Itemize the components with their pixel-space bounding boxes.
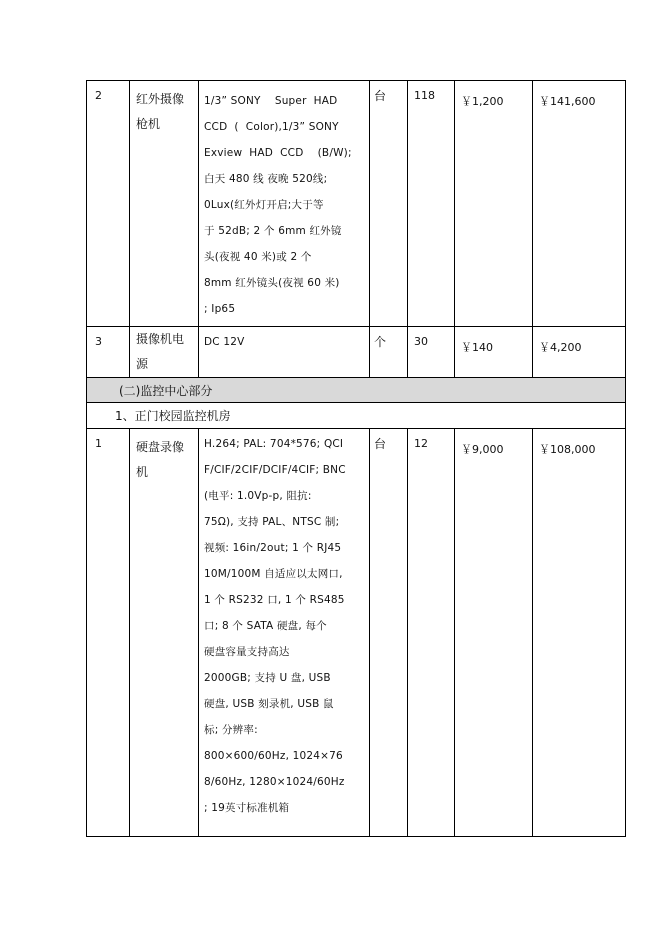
item-name (130, 81, 199, 327)
item-total-price: ￥141,600 (533, 81, 626, 327)
table-row (87, 429, 626, 837)
spec-line: 1/3” SONY Super HAD (204, 95, 338, 107)
subsection-title: 1、正门校园监控机房 (87, 403, 626, 429)
item-unit-price: ￥9,000 (455, 429, 533, 837)
spec-line: 白天 480 线 夜晚 520线; (204, 173, 328, 185)
item-unit: 台 (370, 81, 408, 327)
spec-line: 8/60Hz, 1280×1024/60Hz (204, 776, 345, 788)
item-quantity: 12 (408, 429, 455, 837)
item-name-line: 硬盘录像 (136, 440, 185, 454)
item-total-price: ￥4,200 (533, 327, 626, 378)
item-name (130, 327, 199, 378)
subsection-row (87, 403, 626, 429)
item-quantity: 30 (408, 327, 455, 378)
spec-line: 视频: 16in/2out; 1 个 RJ45 (204, 542, 342, 554)
spec-line: F/CIF/2CIF/DCIF/4CIF; BNC (204, 464, 346, 476)
spec-line: Exview HAD CCD (B/W); (204, 147, 352, 159)
item-name-line: 源 (136, 357, 149, 371)
spec-line: DC 12V (204, 336, 245, 348)
spec-line: 硬盘容量支持高达 (204, 646, 290, 658)
table-row (87, 327, 626, 378)
spec-line: 标; 分辨率: (204, 724, 258, 736)
spec-line: 10M/100M 自适应以太网口, (204, 568, 343, 580)
item-name-line: 机 (136, 465, 149, 479)
item-name-line: 摄像机电 (136, 332, 185, 346)
spec-line: ; 19英寸标准机箱 (204, 802, 290, 814)
equipment-table (86, 80, 626, 837)
item-unit: 台 (370, 429, 408, 837)
spec-line: 2000GB; 支持 U 盘, USB (204, 672, 331, 684)
item-number: 3 (87, 327, 130, 378)
spec-line: 75Ω), 支持 PAL、NTSC 制; (204, 516, 340, 528)
item-name-line: 枪机 (136, 117, 161, 131)
spec-line: CCD ( Color),1/3” SONY (204, 121, 339, 133)
item-total-price: ￥108,000 (533, 429, 626, 837)
item-name-line: 红外摄像 (136, 92, 185, 106)
table-row (87, 81, 626, 327)
spec-line: ; Ip65 (204, 303, 236, 315)
spec-line: 800×600/60Hz, 1024×76 (204, 750, 343, 762)
item-number: 2 (87, 81, 130, 327)
section-row (87, 378, 626, 403)
item-spec (199, 429, 370, 837)
item-spec (199, 81, 370, 327)
spec-line: 于 52dB; 2 个 6mm 红外镜 (204, 225, 342, 237)
section-title: (二)监控中心部分 (87, 378, 626, 403)
spec-line: H.264; PAL: 704*576; QCI (204, 438, 344, 450)
item-unit-price: ￥140 (455, 327, 533, 378)
item-spec (199, 327, 370, 378)
spec-line: (电平: 1.0Vp-p, 阻抗: (204, 490, 312, 502)
item-number: 1 (87, 429, 130, 837)
spec-line: 0Lux(红外灯开启;大于等 (204, 199, 324, 211)
item-unit: 个 (370, 327, 408, 378)
spec-line: 头(夜视 40 米)或 2 个 (204, 251, 312, 263)
item-unit-price: ￥1,200 (455, 81, 533, 327)
spec-line: 硬盘, USB 刻录机, USB 鼠 (204, 698, 334, 710)
item-quantity: 118 (408, 81, 455, 327)
spec-line: 8mm 红外镜头(夜视 60 米) (204, 277, 340, 289)
spec-line: 1 个 RS232 口, 1 个 RS485 (204, 594, 345, 606)
item-name (130, 429, 199, 837)
spec-line: 口; 8 个 SATA 硬盘, 每个 (204, 620, 327, 632)
